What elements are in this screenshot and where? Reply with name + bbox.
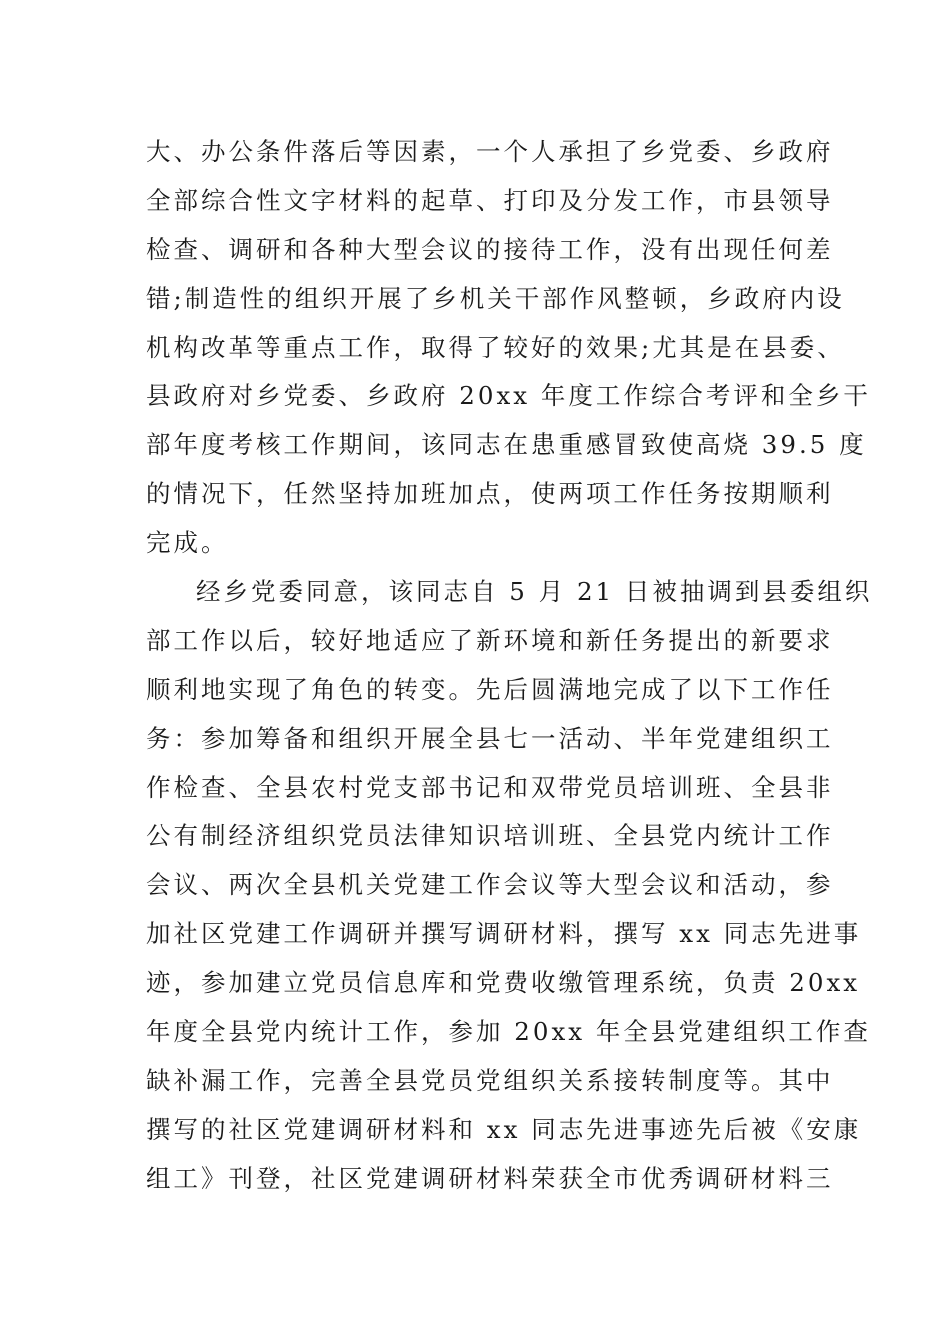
text-line: 大、办公条件落后等因素，一个人承担了乡党委、乡政府 (146, 137, 834, 166)
text-line: 缺补漏工作，完善全县党员党组织关系接转制度等。其中 (146, 1065, 834, 1095)
text-line: 县政府对乡党委、乡政府 20xx 年度工作综合考评和全乡干 (146, 381, 871, 411)
text-line: 完成。 (146, 528, 229, 558)
text-line: 顺利地实现了角色的转变。先后圆满地完成了以下工作任 (146, 674, 834, 704)
text-line: 年度全县党内统计工作，参加 20xx 年全县党建组织工作查 (146, 1017, 871, 1047)
text-line: 全部综合性文字材料的起草、打印及分发工作，市县领导 (146, 185, 834, 215)
text-line: 经乡党委同意，该同志自 5 月 21 日被抽调到县委组织 (196, 577, 873, 606)
text-line: 务：参加筹备和组织开展全县七一活动、半年党建组织工 (146, 723, 834, 753)
text-line: 迹，参加建立党员信息库和党费收缴管理系统，负责 20xx (146, 968, 861, 998)
text-line: 会议、两次全县机关党建工作会议等大型会议和活动，参 (146, 870, 834, 900)
text-line: 检查、调研和各种大型会议的接待工作，没有出现任何差 (146, 234, 834, 264)
text-line: 组工》刊登，社区党建调研材料荣获全市优秀调研材料三 (146, 1163, 834, 1193)
text-line: 加社区党建工作调研并撰写调研材料，撰写 xx 同志先进事 (146, 919, 862, 949)
paragraph-1 (146, 128, 871, 568)
text-line: 部年度考核工作期间，该同志在患重感冒致使高烧 39.5 度 (146, 430, 867, 460)
text-line: 部工作以后，较好地适应了新环境和新任务提出的新要求 (146, 625, 834, 655)
text-line: 撰写的社区党建调研材料和 xx 同志先进事迹先后被《安康 (146, 1114, 862, 1144)
text-line: 的情况下，任然坚持加班加点，使两项工作任务按期顺利 (146, 479, 834, 509)
text-line: 机构改革等重点工作，取得了较好的效果;尤其是在县委、 (146, 332, 845, 362)
text-line: 公有制经济组织党员法律知识培训班、全县党内统计工作 (146, 821, 834, 851)
text-line: 作检查、全县农村党支部书记和双带党员培训班、全县非 (146, 772, 834, 802)
paragraph-2 (146, 568, 873, 1204)
text-line: 错;制造性的组织开展了乡机关干部作风整顿，乡政府内设 (146, 283, 845, 313)
